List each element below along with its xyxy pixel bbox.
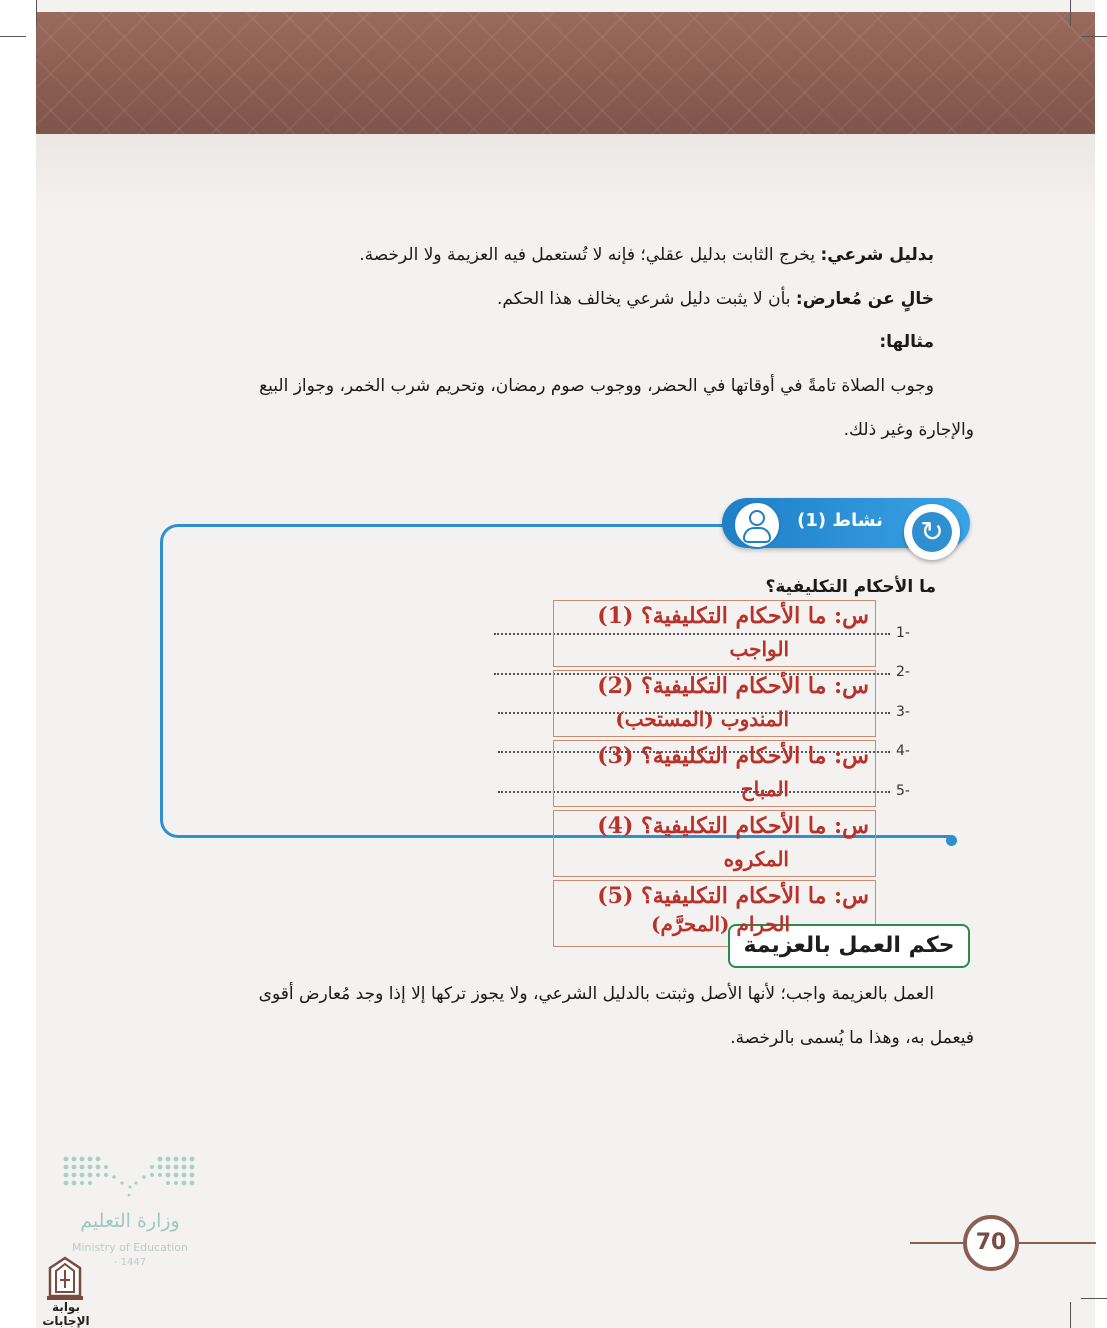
refresh-cycle-icon: ↻ [904,504,960,560]
line-number: 3- [896,704,910,720]
site-name: بوابة الإجابات [42,1300,90,1328]
answer-question: س: ما الأحكام التكليفية؟ (5) [597,883,869,909]
crop-mark [1070,0,1071,26]
answer-text: المندوب (المستحب) [615,707,789,731]
header-pattern-band [36,12,1095,134]
section-text-line2: فيعمل به، وهذا ما يُسمى بالرخصة. [730,1028,974,1048]
answer-question: س: ما الأحكام التكليفية؟ (4) [597,813,869,839]
answer-question: س: ما الأحكام التكليفية؟ (3) [597,743,869,769]
paragraph-no-opposer [150,287,934,311]
answer-question: س: ما الأحكام التكليفية؟ (2) [597,673,869,699]
answer-text-5: الحرام (المحرَّم) [651,912,790,936]
answer-text: المكروه [723,847,789,871]
paragraph-examples-line1: وجوب الصلاة تامةً في أوقاتها في الحضر، ووجوب صوم رمضان، وتحريم شرب الخمر، وجواز البيع [259,376,934,396]
section-text-line1: العمل بالعزيمة واجب؛ لأنها الأصل وثبتت بالدليل الشرعي، ولا يجوز تركها إلا إذا وجد مُعارض أقوى [258,984,934,1004]
term-shari-evidence: بدليل شرعي: [820,245,934,265]
crop-mark [36,0,37,26]
student-avatar-icon [733,501,781,549]
term-examples: مثالها: [879,332,934,352]
page-number-line-left [910,1242,966,1244]
edition-year: - 1447 [113,1257,147,1268]
term-text: يخرج الثابت بدليل عقلي؛ فإنه لا تُستعمل فيه العزيمة ولا الرخصة. [359,245,816,265]
answer-text: الواجب [729,637,789,661]
line-number: 1- [896,625,910,641]
site-logo-icon [44,1256,86,1302]
header-fade [36,134,1095,214]
activity-frame-dot [946,835,957,846]
paragraph-examples-title [150,330,934,354]
crop-mark [1081,1298,1107,1299]
line-number: 5- [896,783,910,799]
ministry-name-english: Ministry of Education [71,1241,188,1254]
paragraph-evidence [150,243,934,267]
section-heading: حكم العمل بالعزيمة [728,924,970,968]
ministry-name-arabic: وزارة التعليم [80,1210,180,1232]
crop-mark [1070,1302,1071,1328]
activity-tab-label: نشاط (1) [797,510,883,531]
answer-question: س: ما الأحكام التكليفية؟ (1) [597,603,869,629]
answer-text: المباح [740,777,789,801]
answer-box-3 [553,740,876,807]
answer-box-2 [553,670,876,737]
paragraph-examples-line2: والإجارة وغير ذلك. [843,420,974,440]
answer-box-4 [553,810,876,877]
answer-box-1 [553,600,876,667]
ministry-logo-dots-icon [62,1155,196,1199]
line-number: 4- [896,743,910,759]
term-no-opposer: خالٍ عن مُعارض: [795,289,934,309]
page-number: 70 [963,1215,1019,1271]
crop-mark [1081,36,1107,37]
page-number-line-right [1016,1242,1096,1244]
activity-question: ما الأحكام التكليفية؟ [765,577,936,597]
term-text: بأن لا يثبت دليل شرعي يخالف هذا الحكم. [496,289,791,309]
line-number: 2- [896,664,910,680]
crop-mark [0,36,26,37]
